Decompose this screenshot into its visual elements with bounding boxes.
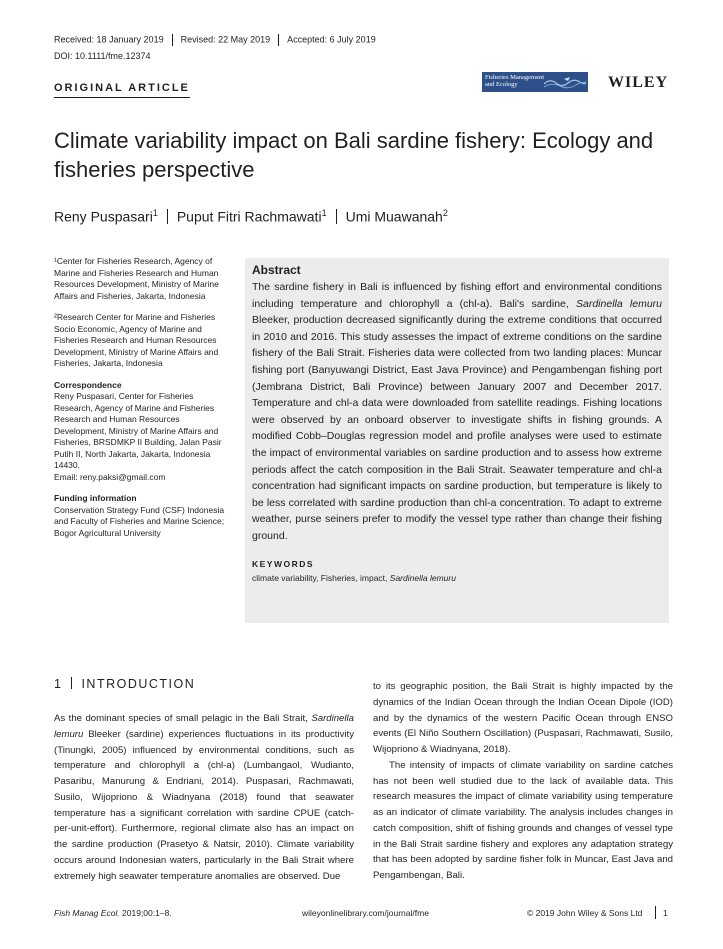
body-column-right <box>373 679 673 884</box>
wave-icon <box>544 75 586 89</box>
correspondence-text: Reny Puspasari, Center for Fisheries Research, Agency of Marine and Fisheries Research and Human Resources Development, Ministry of Marine Affairs and Fisheries, BRSDMKP II Building, Jalan Pasir Putih II, North Jakarta, Jakarta, Indonesia 14430. <box>54 391 222 470</box>
affiliation-2: ²Research Center for Marine and Fisheries Socio Economic, Agency of Marine and Fisheries Research and Human Resources Development, Ministry of Marine Affairs and Fisheries, Jakarta, Indonesia <box>54 312 219 368</box>
publisher-logo: WILEY <box>608 74 669 91</box>
author-affiliation-mark: 1 <box>321 208 327 218</box>
paragraph: to its geographic position, the Bali Strait is highly impacted by the dynamics of the Indian Ocean through the Indian Ocean Dipole (IOD) and by the dynamics of the western Pacific Ocean through ENSO events (El Niño Southern Oscillation) (Puspasari, Rachmawati, Susilo, Wijopriono & Wiadnyana, 2018). <box>373 681 673 755</box>
accepted-date: Accepted: 6 July 2019 <box>287 34 376 45</box>
revised-date: Revised: 22 May 2019 <box>180 34 271 45</box>
article-type-underline <box>54 97 190 98</box>
abstract-text-part: The sardine fishery in Bali is influenced by fishing effort and environmental conditions including temperature and chlorophyll a (chl-a). Bali's sardine, <box>252 281 662 310</box>
correspondence-email[interactable]: Email: reny.paksi@gmail.com <box>54 471 166 482</box>
keywords-list <box>252 573 662 583</box>
author-list <box>54 208 448 225</box>
author-name[interactable]: Puput Fitri Rachmawati <box>176 208 322 225</box>
divider <box>71 677 72 689</box>
funding-heading: Funding information <box>54 493 137 503</box>
author-name[interactable]: Reny Puspasari <box>54 208 153 225</box>
abstract-text-part: Bleeker, production decreased significantly during the extreme conditions that occurred in 2010 and 2016. This study assesses the impact of extreme conditions on the sardine fishery of the Bali Strait. Fisheries data were collected from two landing places: Muncar fishing port (Banyuwangi District, East Java Province) and Pengambengan fishing port (Jembrana District, Bali Province) between January 2007 and December 2017. Temperature and chl-a data were downloaded from satellite readings. Fishing locations were observed by an onboard observer to investigate shifts in fishing grounds. A modified Cobb–Douglas regression model and profile analyses were used to estimate the impact of environmental variables on sardine production and to assess how extreme periods affect the catch composition in the Bali Strait. Seawater temperature and chl-a concentration had significant impacts on sardine production, but temperature is likely to be less correlated with sardine production than chl-a concentration. To adapt to extreme weather, purse seiners prefer to modify the vessel type rather than change their fishing ground. <box>252 314 662 542</box>
section-number: 1 <box>54 677 63 691</box>
paragraph <box>54 711 354 884</box>
paragraph-text: As the dominant species of small pelagic in the Bali Strait, <box>54 713 312 724</box>
author-name[interactable]: Umi Muawanah <box>345 208 443 225</box>
article-type: ORIGINAL ARTICLE <box>54 82 190 94</box>
abstract-text <box>252 279 662 545</box>
keywords-heading: KEYWORDS <box>252 558 315 569</box>
author-info-sidebar <box>54 256 234 549</box>
divider <box>336 209 337 224</box>
journal-name-line1: Fisheries Management <box>485 74 545 81</box>
journal-url[interactable]: wileyonlinelibrary.com/journal/fme <box>302 908 429 918</box>
submission-dates <box>54 34 376 46</box>
divider <box>167 209 168 224</box>
citation-details: 2019;00:1–8. <box>119 908 172 918</box>
abstract-box <box>245 258 669 623</box>
received-date: Received: 18 January 2019 <box>54 34 164 45</box>
affiliation-1: ¹Center for Fisheries Research, Agency of Marine and Fisheries Research and Human Resources Development, Ministry of Marine Affairs and Fisheries, Jakarta, Indonesia <box>54 256 219 301</box>
journal-name-line2: and Ecology <box>485 81 518 88</box>
page-number: 1 <box>663 908 668 918</box>
paragraph: The intensity of impacts of climate variability on sardine catches has not been well studied due to the lack of available data. This research measures the impact of climate variability using temperature as an indicator of climate variability. The analysis includes changes in catch composition, shift of fishing grounds and changes of vessel type in the Bali Strait sardine fishery and explores any adaptation strategy that has been adopted by sardine fisher folk in Muncar, East Java and Pengambengan, Bali. <box>373 759 673 881</box>
author-affiliation-mark: 1 <box>152 208 158 218</box>
correspondence-heading: Correspondence <box>54 379 122 390</box>
section-heading <box>54 677 195 691</box>
author-affiliation-mark: 2 <box>442 208 448 218</box>
section-title: INTRODUCTION <box>81 677 196 691</box>
doi[interactable]: DOI: 10.1111/fme.12374 <box>54 51 151 61</box>
journal-logo <box>482 72 588 92</box>
species-name: Sardinella lemuru <box>54 713 354 740</box>
divider <box>655 906 656 919</box>
body-column-left <box>54 711 354 884</box>
species-name: Sardinella lemuru <box>576 297 662 310</box>
divider <box>278 34 279 46</box>
citation-journal: Fish Manag Ecol. <box>54 908 120 918</box>
citation <box>54 908 172 918</box>
paragraph-text: Bleeker (sardine) experiences fluctuations in its productivity (Tinungki, 2005) influenced by environmental conditions, such as temperature and chlorophyll a (chl-a) (Lumbangaol, Wudianto, Pasaribu, Manurung & Endriani, 2014). Puspasari, Rachmawati, Susilo, Wijopriono & Wiadnyana (2018) found that seawater temperature has a significant correlation with sardine CPUE (catch-per-unit-effort). Furthermore, regional climate also has an impact on the sardine production (Prasetyo & Natsir, 2010). Climate variability occurs around Indonesian waters, particularly in the Bali Strait where extremely high seawater temperature anomalies are observed. Due <box>54 728 354 882</box>
keyword-species: Sardinella lemuru <box>389 572 456 583</box>
correspondence-block <box>54 380 234 484</box>
keywords-text: climate variability, Fisheries, impact, <box>252 572 390 583</box>
funding-block <box>54 493 234 539</box>
paper-title: Climate variability impact on Bali sardine fishery: Ecology and fisheries perspective <box>54 128 654 182</box>
funding-text: Conservation Strategy Fund (CSF) Indonesia and Faculty of Fisheries and Marine Science; Bogor Agricultural University <box>54 504 225 538</box>
divider <box>172 34 173 46</box>
abstract-heading: Abstract <box>252 263 301 277</box>
copyright: © 2019 John Wiley & Sons Ltd <box>527 908 643 918</box>
